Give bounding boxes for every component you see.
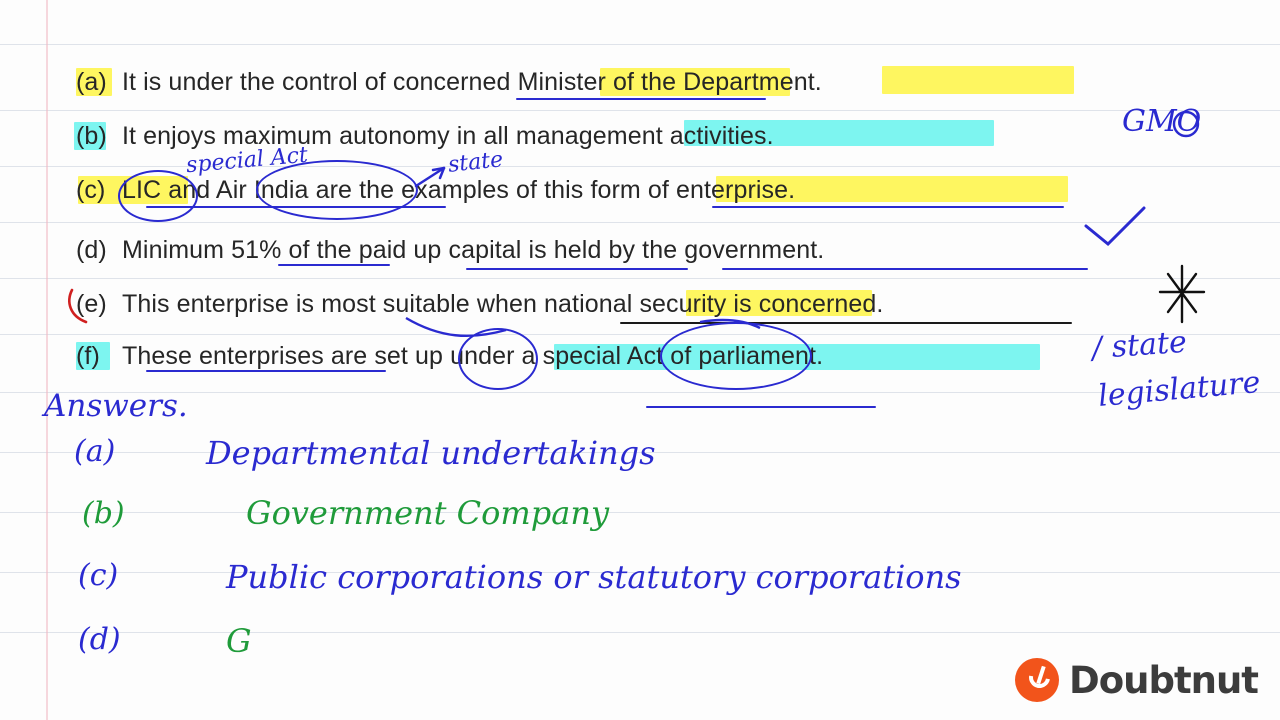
question-text-a: It is under the control of concerned Minister of the Department.	[122, 68, 822, 96]
circle-special-act	[660, 322, 812, 390]
note-legislature: legislature	[1096, 364, 1262, 415]
question-text-b: It enjoys maximum autonomy in all management activities.	[122, 122, 774, 150]
circle-set-up	[458, 328, 538, 390]
question-line-b	[76, 122, 774, 151]
underline-51-percent	[278, 264, 390, 266]
note-state-arrow: state	[446, 147, 505, 178]
question-label-e: (e)	[76, 290, 107, 318]
rule-line	[0, 278, 1280, 279]
question-line-e	[76, 290, 883, 319]
question-line-a	[76, 68, 822, 97]
answer-label-c: (c)	[78, 558, 119, 593]
doubtnut-wordmark: Doubtnut	[1068, 658, 1258, 702]
question-label-d: (d)	[76, 236, 107, 264]
question-text-e: This enterprise is most suitable when national security is concerned.	[122, 290, 884, 318]
answers-heading: Answers.	[44, 388, 188, 424]
underline-these-enterprises	[146, 370, 386, 372]
underline-paid-up-capital	[466, 268, 688, 270]
rule-line	[0, 392, 1280, 393]
question-line-d	[76, 236, 824, 265]
rule-line	[0, 632, 1280, 633]
rule-line	[0, 110, 1280, 111]
rule-line	[0, 44, 1280, 45]
question-text-d: Minimum 51% of the paid up capital is held by the government.	[122, 236, 825, 264]
answer-label-b: (b)	[82, 496, 125, 531]
margin-rule	[46, 0, 48, 720]
answer-text-b: Government Company	[246, 494, 610, 532]
highlight-yellow	[882, 66, 1074, 94]
answer-text-c: Public corporations or statutory corporations	[226, 558, 962, 596]
underline-held-by-government	[722, 268, 1088, 270]
rule-line	[0, 512, 1280, 513]
question-label-f: (f)	[76, 342, 100, 370]
rule-line	[0, 222, 1280, 223]
question-text-f: These enterprises are set up under a special Act of parliament.	[122, 342, 824, 370]
note-special-act: special Act	[185, 142, 309, 179]
rule-line	[0, 334, 1280, 335]
answer-label-a: (a)	[74, 434, 116, 469]
answer-label-d: (d)	[78, 622, 121, 657]
question-label-c: (c)	[76, 176, 106, 204]
doubtnut-logo	[1015, 658, 1258, 702]
underline-concerned-minister	[516, 98, 766, 100]
circle-lic	[118, 170, 198, 222]
question-label-a: (a)	[76, 68, 107, 96]
underline-national-security	[620, 322, 1072, 324]
doubtnut-mark-icon	[1015, 658, 1059, 702]
note-gmo: GMO	[1122, 104, 1202, 139]
question-label-b: (b)	[76, 122, 107, 150]
answer-text-d: G	[226, 622, 252, 660]
note-state: / state	[1090, 324, 1188, 367]
underline-examples	[712, 206, 1064, 208]
underline-special-act	[646, 406, 876, 408]
question-text-c: LIC and Air India are the examples of this form of enterprise.	[122, 176, 796, 204]
answer-text-a: Departmental undertakings	[206, 434, 656, 472]
